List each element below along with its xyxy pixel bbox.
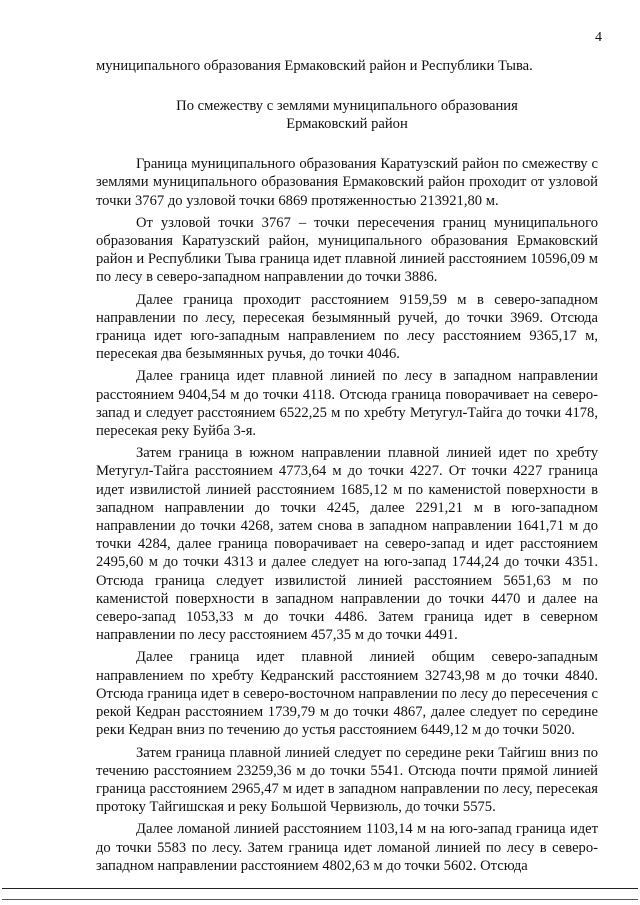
paragraph-2: От узловой точки 3767 – точки пересечения границ муниципального образования Каратузский район, муниципального образования Ермаковский район и Республики Тыва граница идет плавной линией расстоянием 10596,09 м по лесу в северо-западном направлении до точки 3886. (96, 214, 598, 286)
paragraph-7: Затем граница плавной линией следует по середине реки Тайгиш вниз по течению расстоянием 23259,36 м до точки 5541. Отсюда почти прямой линией граница расстоянием 2965,47 м идет в западном направлении по лесу, пересекая протоку Тайгишская и реку Большой Червизюль, до точки 5575. (96, 744, 598, 816)
paragraph-8: Далее ломаной линией расстоянием 1103,14 м на юго-запад граница идет до точки 5583 по лесу. Затем граница идет ломаной линией по лесу в северо-западном направлении расстоянием 4802,63 м до точки 5602. Отсюда (96, 821, 598, 874)
paragraph-5: Затем граница в южном направлении плавной линией идет по хребту Метугул-Тайга расстоянием 4773,64 м до точки 4227. От точки 4227 граница идет извилистой линией расстоянием 1685,12 м по каменистой поверхности в западном направлении до точки 4245, далее 2291,21 м в юго-западном направлении до точки 4268, затем снова в западном направлении 1641,71 м до точки 4284, далее граница поворачивает на северо-запад и идет расстоянием 2495,60 м до точки 4313 и далее следует на юго-запад 1744,24 до точки 4351. Отсюда граница следует извилистой линией расстоянием 5651,63 м по каменистой поверхности в западном направлении до точки 4470 и далее на северо-запад 1053,33 м до точки 4486. Затем граница идет в северном направлении по лесу расстоянием 457,35 м до точки 4491. (96, 445, 598, 644)
document-body (96, 57, 598, 879)
page-number: 4 (595, 30, 602, 45)
paragraph-4: Далее граница идет плавной линией по лесу в западном направлении расстоянием 9404,54 м до точки 4118. Отсюда граница поворачивает на северо-запад и следует расстоянием 6522,25 м по хребту Метугул-Тайга до точки 4178, пересекая реку Буйба 3-я. (96, 368, 598, 440)
section-heading-line-1: По смежеству с землями муниципального образования (176, 98, 518, 115)
intro-line: муниципального образования Ермаковский район и Республики Тыва. (96, 58, 533, 74)
page-bottom-edge (2, 899, 638, 900)
section-heading (96, 97, 598, 133)
paragraph-1: Граница муниципального образования Каратузский район по смежеству с землями муниципального образования Ермаковский район проходит от узловой точки 3767 до узловой точки 6869 протяженностью 213921,80 м. (96, 156, 598, 209)
paragraph-3: Далее граница проходит расстоянием 9159,59 м в северо-западном направлении по лесу, пересекая безымянный ручей, до точки 3969. Отсюда граница идет юго-западным направлением по лесу расстоянием 9365,17 м, пересекая два безымянных ручья, до точки 4046. (96, 291, 598, 363)
section-heading-line-2: Ермаковский район (286, 116, 408, 133)
footer-rule (2, 888, 638, 889)
paragraph-6: Далее граница идет плавной линией общим северо-западным направлением по хребту Кедранский расстоянием 32743,98 м до точки 4840. Отсюда граница идет в северо-восточном направлении по лесу до пересечения с рекой Кедран расстоянием 1739,79 м до точки 4867, далее следует по середине реки Кедран вниз по течению до устья расстоянием 6449,12 м до точки 5020. (96, 649, 598, 739)
